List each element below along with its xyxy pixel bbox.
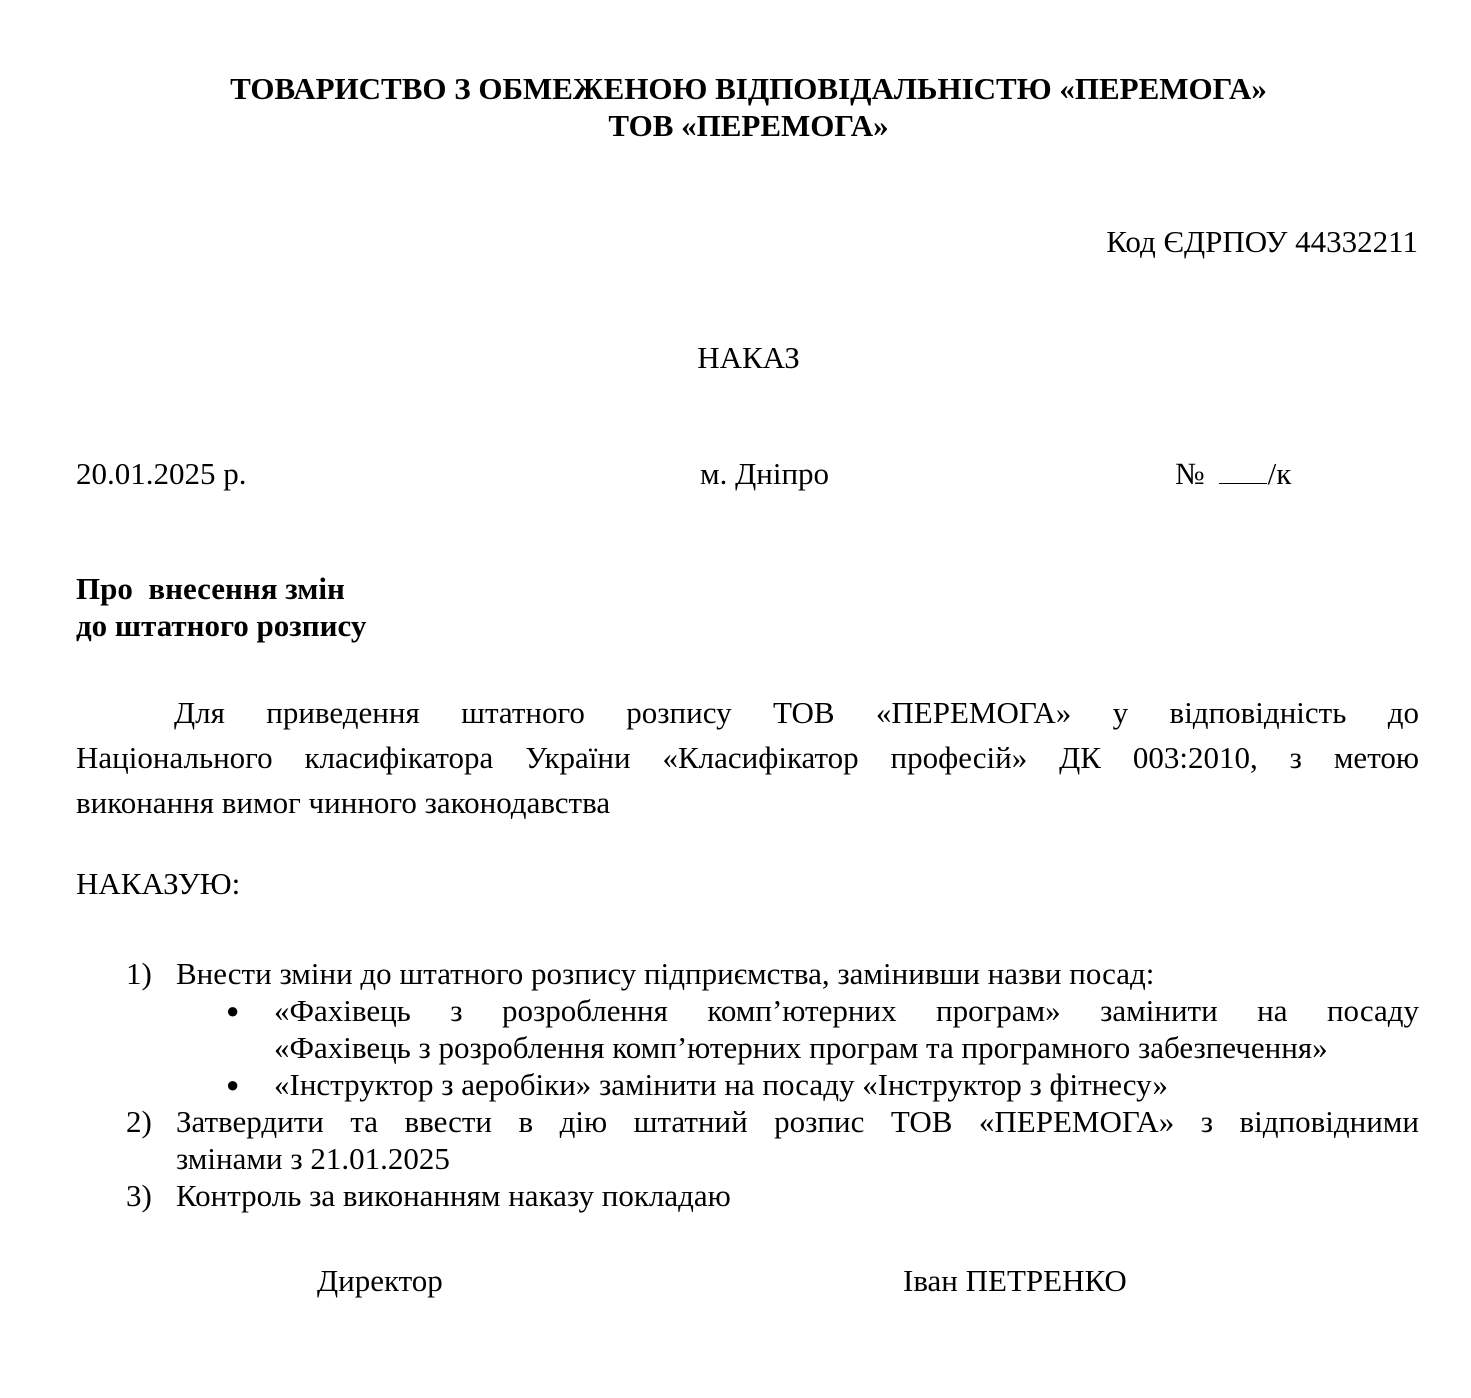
order-item-2 — [0, 1103, 1419, 1177]
item-number: 1) — [126, 956, 152, 991]
item-text-line-2: змінами з 21.01.2025 — [176, 1141, 450, 1176]
number-prefix: № — [1175, 456, 1205, 491]
preamble-paragraph — [76, 690, 1419, 825]
edrpou-code: Код ЄДРПОУ 44332211 — [1106, 224, 1418, 259]
signatory-role: Директор — [317, 1263, 443, 1298]
order-items-list — [0, 955, 1471, 1214]
bullet-text-line-2: «Фахівець з розроблення комп’ютерних програм та програмного забезпечення» — [274, 1030, 1328, 1065]
order-item-1 — [0, 955, 1419, 1103]
bullet-text-line-1: «Фахівець з розроблення комп’ютерних програм» замінити на посаду — [274, 993, 1419, 1028]
item-text: Внести зміни до штатного розпису підприємства, замінивши назви посад: — [176, 956, 1155, 991]
document-title: НАКАЗ — [697, 340, 800, 375]
preamble-line-2: Національного класифікатора України «Класифікатор професій» ДК 003:2010, з метою — [76, 740, 1419, 775]
preamble-line-1: Для приведення штатного розпису ТОВ «ПЕРЕМОГА» у відповідність до — [174, 695, 1419, 730]
item-number: 3) — [126, 1178, 152, 1213]
item-number: 2) — [126, 1104, 152, 1139]
org-short-name: ТОВ «ПЕРЕМОГА» — [608, 108, 889, 143]
subject-line-2: до штатного розпису — [76, 608, 367, 643]
order-directive: НАКАЗУЮ: — [76, 866, 241, 901]
number-suffix: /к — [1267, 456, 1292, 491]
order-subject — [76, 570, 366, 644]
order-date: 20.01.2025 р. — [76, 456, 247, 491]
bullet-marker: ● — [226, 998, 240, 1023]
order-item-3 — [0, 1177, 1419, 1214]
bullet-item-1 — [176, 992, 1419, 1066]
item-text-line-1: Затвердити та ввести в дію штатний розпис ТОВ «ПЕРЕМОГА» з відповідними — [176, 1104, 1419, 1139]
preamble-line-3: виконання вимог чинного законодавства — [76, 785, 611, 820]
organization-header — [0, 70, 1471, 144]
subject-line-1: Про внесення змін — [76, 571, 345, 606]
item-text: Контроль за виконанням наказу покладаю — [176, 1178, 731, 1213]
bullet-text-line-1: «Інструктор з аеробіки» замінити на посаду «Інструктор з фітнесу» — [274, 1067, 1168, 1102]
signatory-name: Іван ПЕТРЕНКО — [903, 1263, 1127, 1298]
bullet-item-2 — [176, 1066, 1419, 1103]
order-number — [1175, 455, 1291, 492]
number-blank — [1219, 457, 1267, 484]
org-full-name: ТОВАРИСТВО З ОБМЕЖЕНОЮ ВІДПОВІДАЛЬНІСТЮ «ПЕРЕМОГА» — [230, 71, 1267, 106]
bullet-marker: ● — [226, 1072, 240, 1097]
order-city: м. Дніпро — [700, 456, 830, 491]
